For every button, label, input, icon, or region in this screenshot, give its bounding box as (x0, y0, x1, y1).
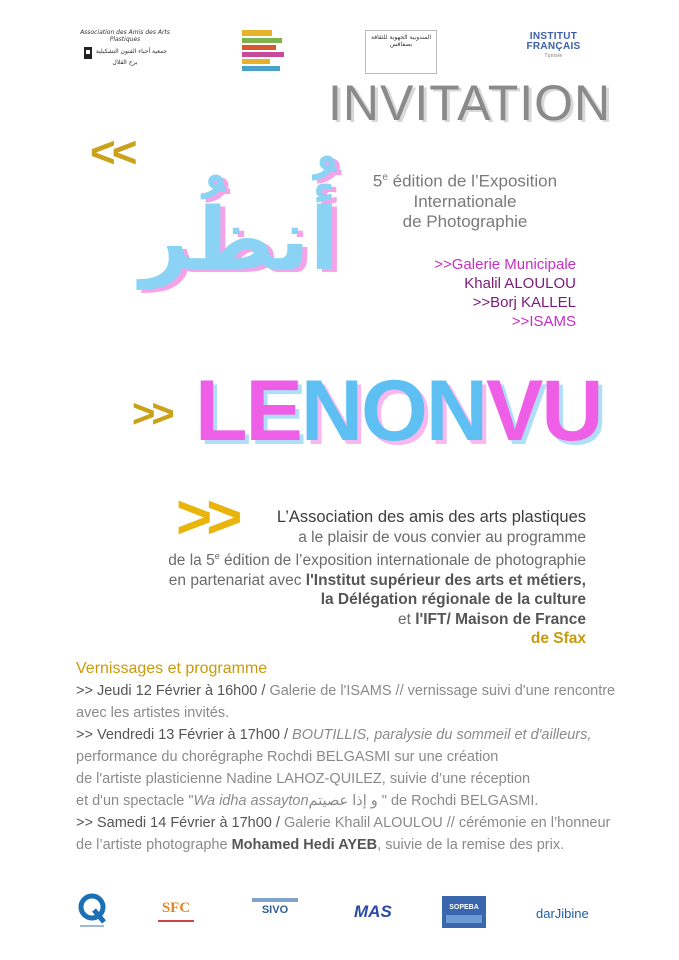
sponsor-1-logo (76, 892, 108, 930)
assoc-line2: a le plaisir de vous convier au programme (298, 528, 586, 546)
sponsor-darjibine-logo: darJibine (536, 906, 589, 921)
event-1-cont: avec les artistes invités. (76, 705, 230, 721)
institut-line1: INSTITUT (529, 31, 578, 42)
event-2: >> Vendredi 13 Février à 17h00 / BOUTILLIS, paralysie du sommeil et d'ailleurs, (76, 727, 592, 743)
event-2-line3: de l'artiste plasticienne Nadine LAHOZ-QUILEZ, suivie d’une réception (76, 771, 531, 787)
left-chevron-icon: << (90, 128, 134, 177)
event-3: >> Samedi 14 Février à 17h00 / Galerie Khalil ALOULOU // cérémonie en l’honneur (76, 815, 611, 831)
assoc-line1: L’Association des amis des arts plastiques (276, 508, 586, 526)
assoc-line5: la Délégation régionale de la culture (320, 591, 586, 609)
event-3-line2: de l’artiste photographe Mohamed Hedi AYEB, suivie de la remise des prix. (76, 837, 565, 853)
association-emblem-icon (83, 46, 93, 60)
edition-line3: de Photographie (402, 211, 528, 231)
programme-heading: Vernissages et programme (76, 660, 268, 677)
sponsor-sfc-logo: SFC (158, 900, 194, 922)
association-logo-place: برج القلال (112, 58, 138, 66)
assoc-line4: en partenariat avec l'Institut supérieur des arts et métiers, (168, 571, 586, 589)
institut-francais-logo (526, 32, 581, 59)
association-paragraph (100, 508, 586, 649)
venue-1-name: Khalil ALOULOU (464, 275, 576, 292)
institut-line2: FRANÇAIS (526, 41, 581, 52)
venue-2: >>Borj KALLEL (472, 294, 576, 311)
event-1: >> Jeudi 12 Février à 16h00 / Galerie de l'ISAMS // vernissage suivi d'une rencontre (76, 683, 616, 699)
venue-3: >>ISAMS (511, 313, 576, 330)
swirl-logo-icon (76, 892, 108, 930)
regional-culture-line2: بصفاقس (389, 40, 413, 48)
assoc-line3: de la 5e édition de l’exposition internationale de photographie (168, 551, 586, 570)
colorful-text-logo (238, 28, 288, 74)
sponsor-sivo-logo: SIVO (252, 898, 298, 916)
institut-line3: Tunisie (544, 53, 563, 59)
regional-culture-line1: المندوبية الجهوية للثقافة (370, 34, 432, 41)
venues-list (380, 255, 576, 331)
association-logo-arabic: جمعية أحباء الفنون التشكيلية (95, 48, 168, 56)
edition-block (340, 168, 590, 232)
brand-part-le: LE (195, 363, 301, 459)
association-logo-name: Association des Amis des Arts Plastiques (80, 29, 170, 43)
venue-1: >>Galerie Municipale (434, 256, 576, 273)
event-2-line4: et d'un spectacle "Wa idha assaytonو إذا عصيتم " de Rochdi BELGASMI. (76, 793, 539, 809)
arabic-title: أُنظُر (140, 190, 340, 290)
lenonvu-brand (195, 363, 602, 459)
big-chevron-icon: >> (176, 483, 237, 552)
regional-culture-logo (365, 30, 437, 74)
assoc-line7: de Sfax (530, 630, 586, 648)
event-2-line2: performance du chorégraphe Rochdi BELGASMI sur une création (76, 749, 499, 765)
sponsor-sopeba-logo: SOPEBA (442, 896, 486, 928)
sponsor-mas-logo: MAS (354, 902, 392, 921)
programme-block (76, 658, 636, 856)
association-logo (80, 30, 170, 67)
edition-line2: Internationale (413, 191, 517, 211)
right-chevron-icon: >> (132, 392, 171, 436)
assoc-line6: et l'IFT/ Maison de France (397, 610, 586, 628)
brand-part-vu: VU (486, 363, 602, 459)
brand-part-non: NON (300, 363, 487, 459)
edition-line1: 5e édition de l’Exposition (372, 171, 558, 191)
invitation-title: INVITATION (328, 75, 612, 131)
